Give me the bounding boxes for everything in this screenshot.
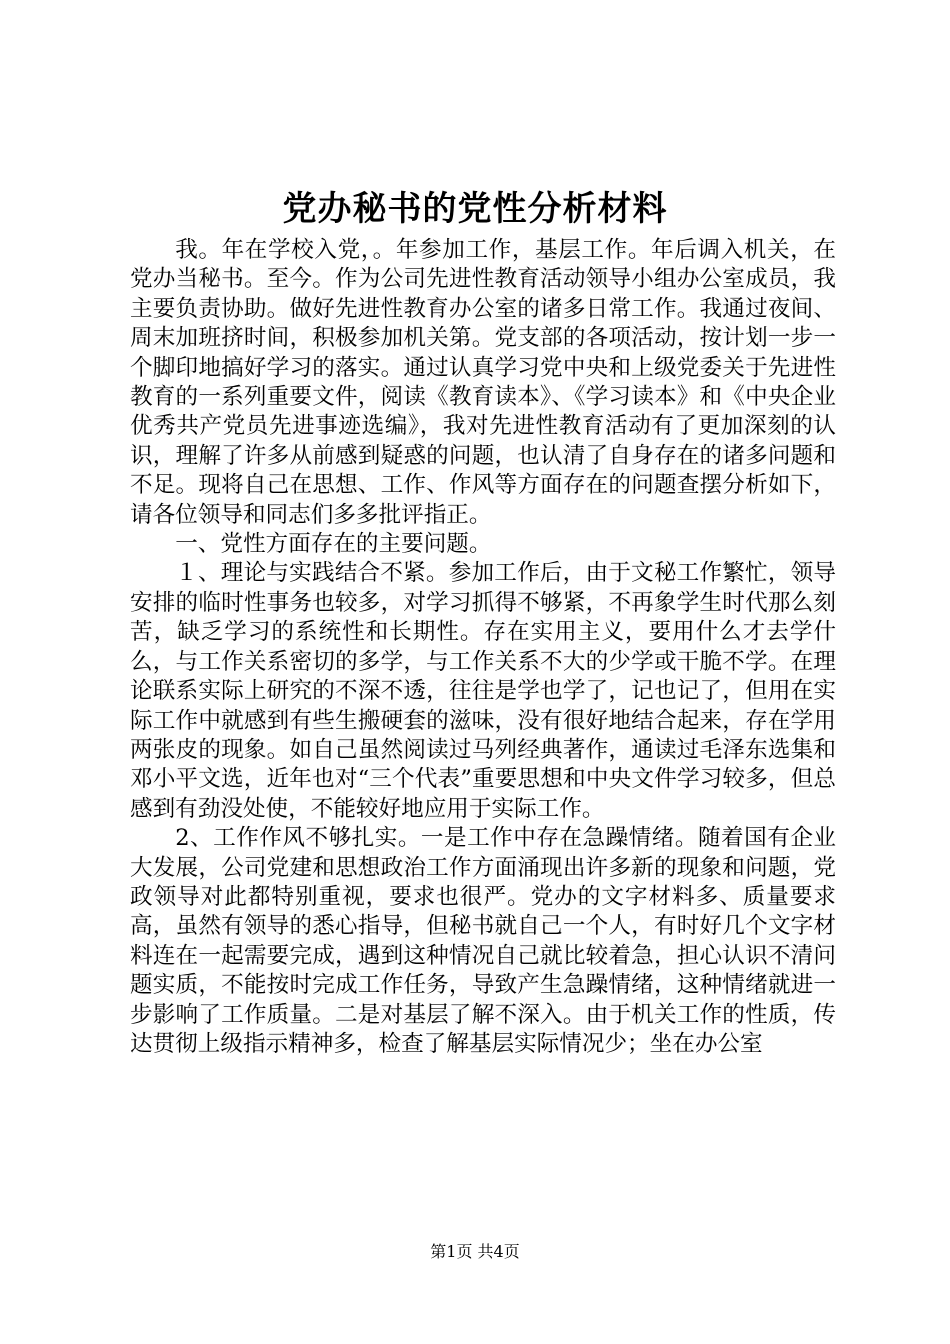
paragraph-item-1: １、理论与实践结合不紧。参加工作后，由于文秘工作繁忙，领导安排的临时性事务也较多，对学习抓得不够紧，不再象学生时代那么刻苦，缺乏学习的系统性和长期性。存在实用主义，要用什么才去学什么，与工作关系密切的多学，与工作关系不大的少学或干脆不学。在理论联系实际上研究的不深不透，往往是学也学了，记也记了，但用在实际工作中就感到有些生搬硬套的滋味，没有很好地结合起来，存在学用两张皮的现象。如自己虽然阅读过马列经典著作，通读过毛泽东选集和邓小平文选，近年也对“三个代表”重要思想和中央文件学习较多，但总感到有劲没处使，不能较好地应用于实际工作。 (130, 560, 836, 822)
paragraph-item-2: 2、工作作风不够扎实。一是工作中存在急躁情绪。随着国有企业大发展，公司党建和思想政治工作方面涌现出许多新的现象和问题，党政领导对此都特别重视，要求也很严。党办的文字材料多、质量要求高，虽然有领导的悉心指导，但秘书就自己一个人，有时好几个文字材料连在一起需要完成，遇到这种情况自己就比较着急，担心认识不清问题实质，不能按时完成工作任务，导致产生急躁情绪，这种情绪就进一步影响了工作质量。二是对基层了解不深入。由于机关工作的性质，传达贯彻上级指示精神多，检查了解基层实际情况少；坐在办公室 (130, 825, 836, 1057)
document-body (130, 236, 836, 1059)
section-heading-1: 一、党性方面存在的主要问题。 (175, 531, 492, 558)
document-title: 党办秘书的党性分析材料 (282, 189, 668, 229)
paragraph-intro: 我。年在学校入党，。年参加工作，基层工作。年后调入机关，在党办当秘书。至今。作为公司先进性教育活动领导小组办公室成员，我主要负责协助。做好先进性教育办公室的诸多日常工作。我通过夜间、周末加班挤时间，积极参加机关第。党支部的各项活动，按计划一步一个脚印地搞好学习的落实。通过认真学习党中央和上级党委关于先进性教育的一系列重要文件，阅读《教育读本》、《学习读本》和《中央企业优秀共产党员先进事迹选编》，我对先进性教育活动有了更加深刻的认识，理解了许多从前感到疑惑的问题，也认清了自身存在的诸多问题和不足。现将自己在思想、工作、作风等方面存在的问题查摆分析如下，请各位领导和同志们多多批评指正。 (130, 237, 836, 528)
page-footer: 第1页 共4页 (430, 1242, 520, 1261)
